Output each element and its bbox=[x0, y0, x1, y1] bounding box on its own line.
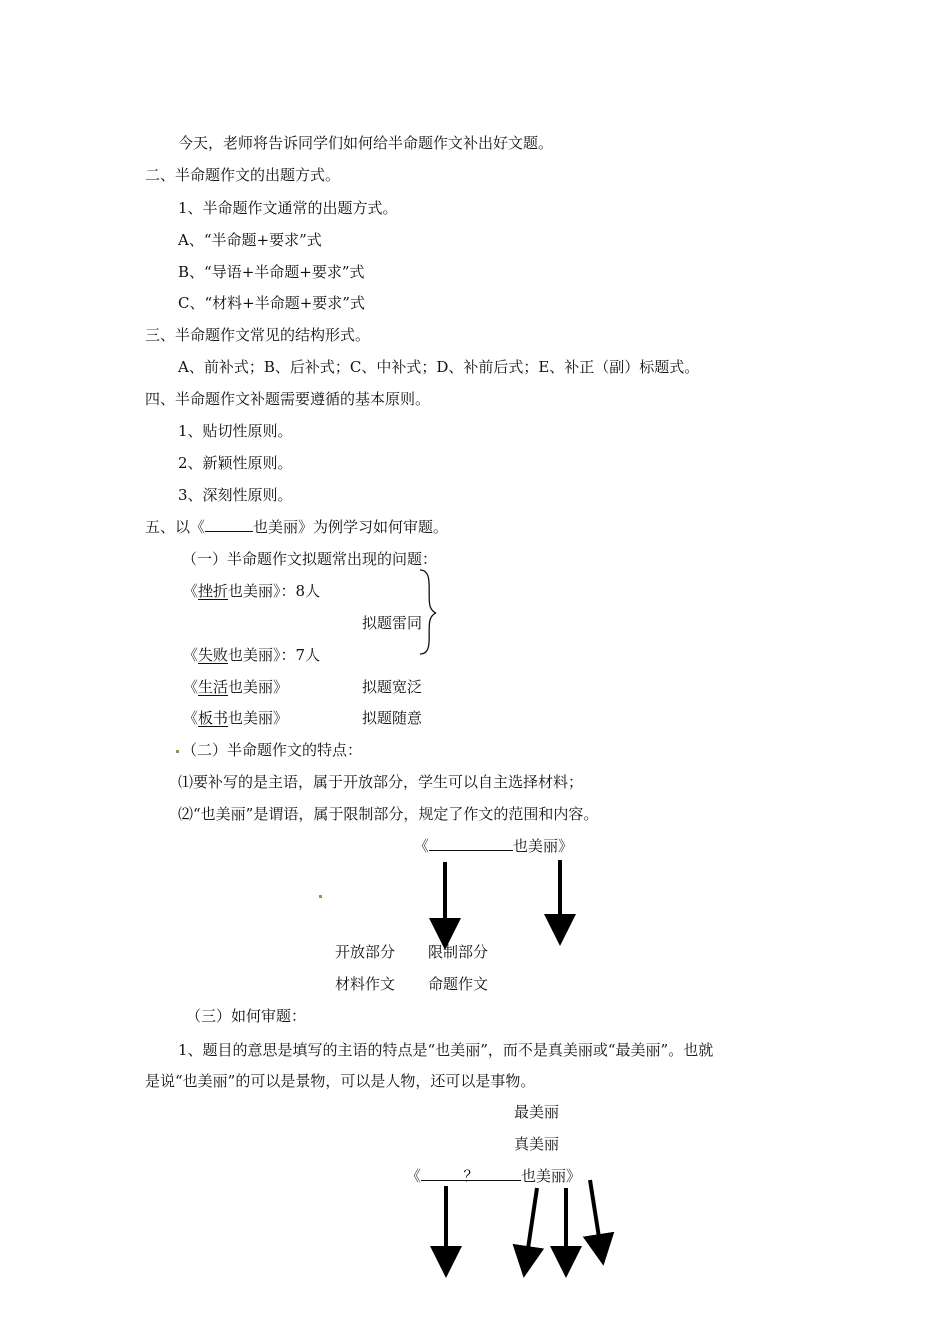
feature-point: ⑵“也美丽”是谓语，属于限制部分，规定了作文的范围和内容。 bbox=[178, 805, 599, 823]
explanation-line: 是说“也美丽”的可以是景物，可以是人物，还可以是事物。 bbox=[145, 1072, 536, 1090]
book-mark-open: 《 bbox=[183, 678, 199, 696]
curly-brace bbox=[420, 570, 436, 654]
diagram-1-label: 材料作文 bbox=[335, 975, 396, 993]
arrow-down bbox=[526, 1188, 537, 1262]
diagram-1-label: 限制部分 bbox=[428, 943, 489, 961]
diagram-1-label: 命题作文 bbox=[428, 975, 489, 993]
part-2-heading: （二）半命题作文的特点： bbox=[182, 741, 363, 759]
book-mark-open: 《 bbox=[406, 1167, 422, 1185]
example-rest: 也美丽》：8人 bbox=[228, 582, 321, 600]
arrow-down bbox=[590, 1180, 601, 1250]
diagram-title-rest: 也美丽》 bbox=[521, 1167, 582, 1185]
intro-paragraph: 今天，老师将告诉同学们如何给半命题作文补出好文题。 bbox=[178, 134, 554, 152]
example-word: 挫折 bbox=[198, 582, 229, 600]
example-word: 失败 bbox=[198, 646, 229, 664]
book-mark-open: 《 bbox=[183, 646, 199, 664]
example-rest: 也美丽》 bbox=[228, 678, 289, 696]
section-5-heading-end: 也美丽》为例学习如何审题。 bbox=[253, 518, 449, 536]
example-rest: 也美丽》 bbox=[228, 709, 289, 727]
example-rest: 也美丽》：7人 bbox=[228, 646, 321, 664]
diagram-title-rest: 也美丽》 bbox=[513, 837, 574, 855]
example-note: 拟题随意 bbox=[362, 709, 423, 727]
feature-point: ⑴要补写的是主语，属于开放部分，学生可以自主选择材料； bbox=[178, 773, 584, 791]
section-5-heading-start: 五、以《 bbox=[145, 518, 206, 536]
example-word: 生活 bbox=[198, 678, 229, 696]
book-mark-open: 《 bbox=[183, 709, 199, 727]
brace-note: 拟题雷同 bbox=[362, 614, 423, 632]
part-3-heading: （三）如何审题： bbox=[186, 1007, 307, 1025]
section-4-heading: 四、半命题作文补题需要遵循的基本原则。 bbox=[145, 390, 431, 408]
diagram-2-label: 最美丽 bbox=[514, 1103, 560, 1121]
diagram-1-label: 开放部分 bbox=[335, 943, 396, 961]
section-4-item: 2、新颖性原则。 bbox=[178, 454, 293, 472]
section-2-item: A、“半命题+要求”式 bbox=[178, 231, 322, 249]
section-2-item: C、“材料+半命题+要求”式 bbox=[178, 294, 365, 312]
question-mark: ？ bbox=[463, 1167, 479, 1185]
diagram-2-label: 真美丽 bbox=[514, 1135, 560, 1153]
section-4-item: 3、深刻性原则。 bbox=[178, 486, 293, 504]
section-2-item: B、“导语+半命题+要求”式 bbox=[178, 263, 365, 281]
section-4-item: 1、贴切性原则。 bbox=[178, 422, 293, 440]
section-3-heading: 三、半命题作文常见的结构形式。 bbox=[145, 326, 371, 344]
part-1-heading: （一）半命题作文拟题常出现的问题： bbox=[182, 550, 438, 568]
example-note: 拟题宽泛 bbox=[362, 678, 423, 696]
example-word: 板书 bbox=[198, 709, 229, 727]
explanation-line: 1、题目的意思是填写的主语的特点是“也美丽”，而不是真美丽或“最美丽”。也就 bbox=[178, 1041, 714, 1059]
book-mark-open: 《 bbox=[183, 582, 199, 600]
section-2-heading: 二、半命题作文的出题方式。 bbox=[145, 166, 341, 184]
book-mark-open: 《 bbox=[414, 837, 430, 855]
section-2-subheading: 1、半命题作文通常的出题方式。 bbox=[178, 199, 398, 217]
section-3-list: A、前补式；B、后补式；C、中补式；D、补前后式；E、补正（副）标题式。 bbox=[178, 358, 700, 376]
